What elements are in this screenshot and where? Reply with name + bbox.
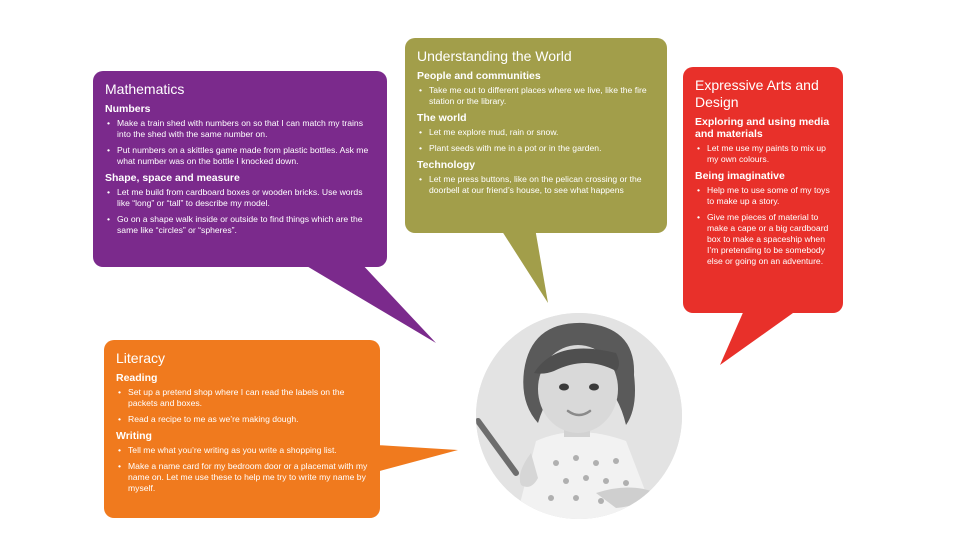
list-item: • Help me to use some of my toys to make up a story. <box>707 185 831 207</box>
writing-list <box>116 445 368 494</box>
list-item: • Set up a pretend shop where I can read the labels on the packets and boxes. <box>128 387 368 409</box>
numbers-heading: Numbers <box>105 103 151 115</box>
being-imaginative-heading: Being imaginative <box>695 170 785 182</box>
reading-heading: Reading <box>116 372 158 384</box>
literacy-bubble-tail <box>376 445 458 472</box>
exploring-media-heading: Exploring and using media and materials <box>695 116 830 140</box>
list-item: • Let me build from cardboard boxes or wooden bricks. Use words like “long” or “tall” to describe my model. <box>117 187 375 209</box>
list-item: • Make a train shed with numbers on so that I can match my trains into the shed with the same number on. <box>117 118 375 140</box>
child-photo <box>476 313 682 519</box>
expressive-arts-bubble-tail <box>720 308 800 365</box>
list-item: • Make a name card for my bedroom door or a placemat with my name on. Let me use these to help me try to write my name by myself. <box>128 461 368 494</box>
understanding-world-title: Understanding the World <box>417 48 572 64</box>
expressive-arts-title: Expressive Arts and Design <box>695 77 819 110</box>
mathematics-title: Mathematics <box>105 81 185 97</box>
list-item: • Let me press buttons, like on the pelican crossing or the doorbell at our friend’s house, to see what happens <box>429 174 655 196</box>
numbers-list <box>105 118 375 167</box>
list-item: • Let me explore mud, rain or snow. <box>429 127 655 138</box>
technology-list <box>417 174 655 196</box>
shape-space-measure-list <box>105 187 375 236</box>
writing-heading: Writing <box>116 430 152 442</box>
list-item: • Go on a shape walk inside or outside to find things which are the same like “circles” or “spheres”. <box>117 214 375 236</box>
expressive-arts-bubble <box>683 67 843 313</box>
list-item: • Plant seeds with me in a pot or in the garden. <box>429 143 655 154</box>
the-world-heading: The world <box>417 112 467 124</box>
literacy-title: Literacy <box>116 350 166 366</box>
reading-list <box>116 387 368 425</box>
shape-space-measure-heading: Shape, space and measure <box>105 172 240 184</box>
list-item: • Tell me what you’re writing as you write a shopping list. <box>128 445 368 456</box>
list-item: • Let me use my paints to mix up my own colours. <box>707 143 831 165</box>
list-item: • Take me out to different places where we live, like the fire station or the library. <box>429 85 655 107</box>
literacy-bubble <box>104 340 380 518</box>
list-item: • Give me pieces of material to make a cape or a big cardboard box to make a spaceship when I’m pretending to be somebody else or going on an adventure. <box>707 212 831 267</box>
people-communities-list <box>417 85 655 107</box>
technology-heading: Technology <box>417 159 476 171</box>
understanding-world-bubble-tail <box>500 228 548 303</box>
understanding-world-bubble <box>405 38 667 233</box>
people-communities-heading: People and communities <box>417 70 541 82</box>
list-item: • Read a recipe to me as we’re making dough. <box>128 414 368 425</box>
list-item: • Put numbers on a skittles game made from plastic bottles. Ask me what number was on the bottle I knocked down. <box>117 145 375 167</box>
child-illustration <box>476 313 682 519</box>
the-world-list <box>417 127 655 154</box>
exploring-media-list <box>695 143 831 165</box>
being-imaginative-list <box>695 185 831 267</box>
mathematics-bubble-tail <box>300 262 436 343</box>
mathematics-bubble <box>93 71 387 267</box>
